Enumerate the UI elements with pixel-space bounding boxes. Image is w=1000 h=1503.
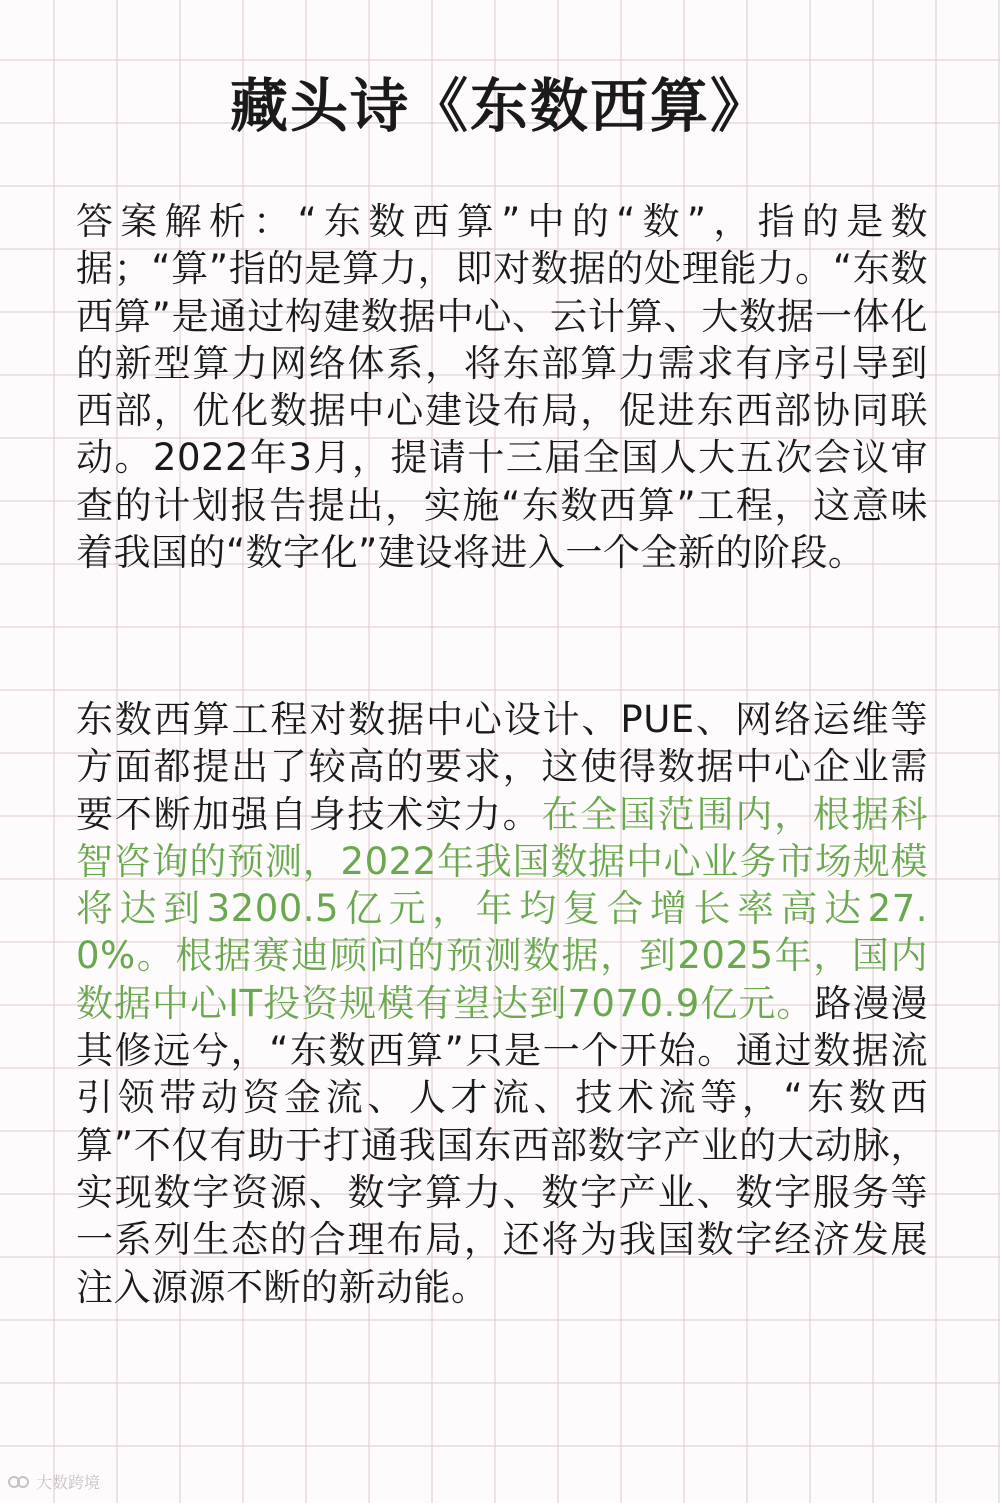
highlighted-statistics: 在全国范围内，根据科智咨询的预测，2022年我国数据中心业务市场规模将达到3200.5亿元，年均复合增长率高达27.0%。根据赛迪顾问的预测数据，到2025年，国内数据中心IT投资规模有望达到7070.9亿元。	[76, 792, 929, 1025]
brand-logo-icon	[8, 1474, 30, 1490]
analysis-paragraph	[76, 696, 928, 1311]
watermark-text: 大数跨境	[36, 1473, 101, 1492]
article-title: 藏头诗《东数西算》	[229, 72, 770, 140]
watermark	[8, 1470, 100, 1493]
answer-paragraph: 答案解析：“东数西算”中的“数”，指的是数据；“算”指的是算力，即对数据的处理能力。“东数西算”是通过构建数据中心、云计算、大数据一体化的新型算力网络体系，将东部算力需求有序引导到西部，优化数据中心建设布局，促进东西部协同联动。2022年3月，提请十三届全国人大五次会议审查的计划报告提出，实施“东数西算”工程，这意味着我国的“数字化”建设将进入一个全新的阶段。	[76, 200, 928, 575]
paragraph-text: 东数西算工程对数据中心设计、PUE、网络运维等方面都提出了较高的要求，这使得数据中心企业需要不断加强自身技术实力。	[76, 698, 928, 836]
paragraph-text-continued: 路漫漫其修远兮，“东数西算”只是一个开始。通过数据流引领带动资金流、人才流、技术流等，“东数西算”不仅有助于打通我国东西部数字产业的大动脉，实现数字资源、数字算力、数字产业、数字服务等一系列生态的合理布局，还将为我国数字经济发展注入源源不断的新动能。	[76, 981, 928, 1309]
